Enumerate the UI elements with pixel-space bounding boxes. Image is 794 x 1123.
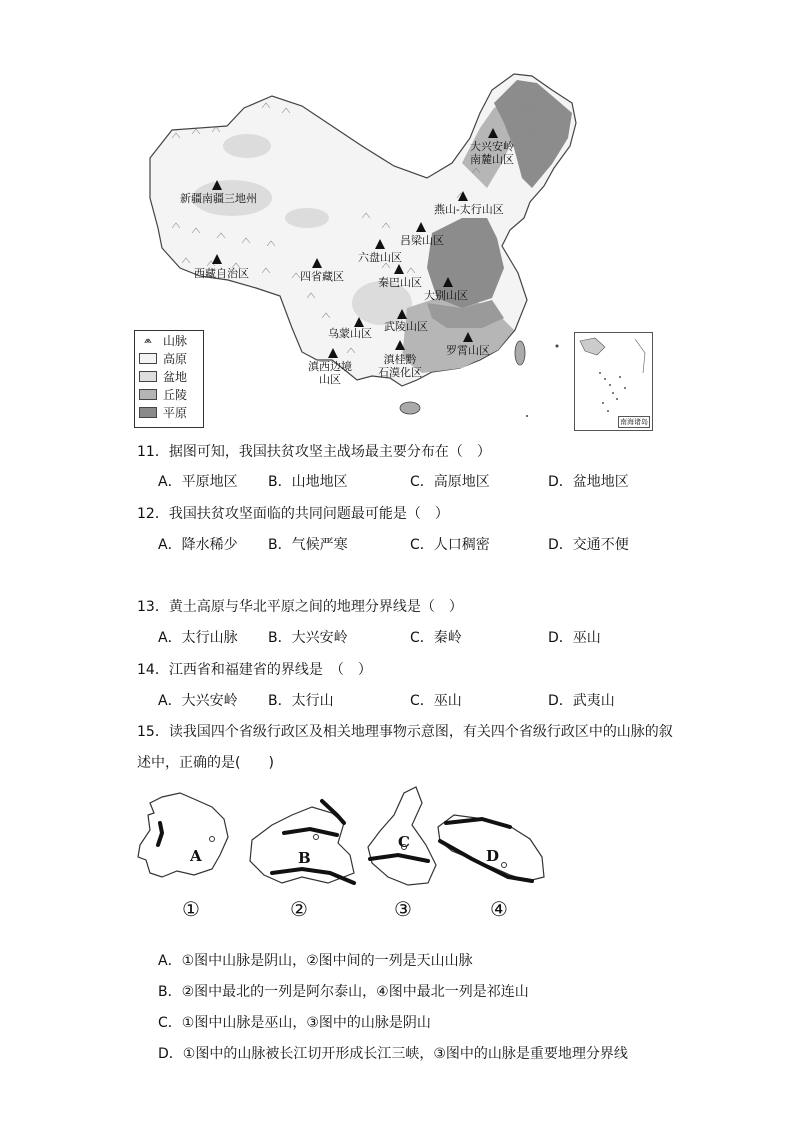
marker-liupan — [375, 239, 385, 249]
legend-row-mountain — [135, 331, 203, 349]
province-letter-c: C — [398, 833, 410, 851]
option-d[interactable]: D．武夷山 — [548, 693, 615, 709]
marker-dabie — [443, 277, 453, 287]
label-yanshan: 燕山-太行山区 — [434, 203, 504, 216]
label-luoxiao: 罗霄山区 — [446, 344, 490, 357]
province-number-1: ① — [182, 897, 200, 921]
marker-lvliang — [416, 222, 426, 232]
label-dianxi: 滇西边境 山区 — [308, 360, 352, 386]
province-a-shape — [138, 793, 228, 877]
label-lvliang: 吕梁山区 — [400, 234, 444, 247]
legend-swatch — [139, 407, 157, 418]
province-figures — [132, 785, 562, 925]
label-dianguiqian: 滇桂黔 石漠化区 — [378, 353, 422, 379]
option-c[interactable]: C．巫山 — [410, 693, 462, 709]
option-b[interactable]: B．太行山 — [268, 693, 334, 709]
option-c[interactable]: C．人口稠密 — [410, 537, 490, 553]
question-15-option-b[interactable]: B．②图中最北的一列是阿尔泰山，④图中最北一列是祁连山 — [158, 984, 529, 1000]
legend-label: 盆地 — [163, 369, 188, 384]
south-china-sea-inset — [574, 332, 653, 431]
question-11-stem: 11．据图可知，我国扶贫攻坚主战场最主要分布在（ ） — [137, 444, 491, 460]
inset-label: 南海诸岛 — [620, 418, 648, 426]
marker-luoxiao — [463, 332, 473, 342]
option-a[interactable]: A．大兴安岭 — [158, 693, 238, 709]
label-xinjiang: 新疆南疆三地州 — [180, 192, 257, 205]
option-a[interactable]: A．降水稀少 — [158, 537, 238, 553]
option-b[interactable]: B．气候严寒 — [268, 537, 348, 553]
question-12-stem: 12．我国扶贫攻坚面临的共同问题最可能是（ ） — [137, 506, 449, 522]
option-d[interactable]: D．交通不便 — [548, 537, 629, 553]
province-number-3: ③ — [394, 897, 412, 921]
question-15-stem-line2: 述中，正确的是( ) — [137, 755, 274, 771]
marker-qinba — [394, 264, 404, 274]
province-number-2: ② — [290, 897, 308, 921]
legend-row-plateau — [135, 349, 203, 367]
province-letter-b: B — [298, 849, 311, 867]
marker-xinjiang — [212, 180, 222, 190]
label-wumeng: 乌蒙山区 — [328, 327, 372, 340]
legend-row-hills — [135, 385, 203, 403]
marker-wuling — [397, 309, 407, 319]
label-wuling: 武陵山区 — [384, 320, 428, 333]
question-14-stem: 14．江西省和福建省的界线是 （ ） — [137, 662, 372, 678]
marker-dianguiqian — [395, 340, 405, 350]
legend-swatch — [139, 371, 157, 382]
option-c[interactable]: C．秦岭 — [410, 630, 462, 646]
legend-label: 高原 — [163, 351, 188, 366]
marker-dianxi — [328, 348, 338, 358]
question-15-option-d[interactable]: D．①图中的山脉被长江切开形成长江三峡，③图中的山脉是重要地理分界线 — [158, 1046, 628, 1062]
island-hainan — [400, 402, 420, 414]
label-dabie: 大别山区 — [424, 289, 468, 302]
option-a[interactable]: A．太行山脉 — [158, 630, 238, 646]
legend-row-plain — [135, 403, 203, 421]
label-sisheng: 四省藏区 — [300, 270, 344, 283]
label-daxinganling: 大兴安岭 南麓山区 — [470, 140, 514, 166]
label-qinba: 秦巴山区 — [378, 276, 422, 289]
option-a[interactable]: A．平原地区 — [158, 474, 238, 490]
basin-junggar — [223, 134, 271, 158]
option-d[interactable]: D．巫山 — [548, 630, 601, 646]
map-legend — [134, 330, 204, 428]
marker-yanshan — [458, 191, 468, 201]
marker-daxinganling — [488, 128, 498, 138]
option-b[interactable]: B．山地地区 — [268, 474, 348, 490]
province-letter-d: D — [486, 847, 500, 865]
marker-xizang — [212, 254, 222, 264]
mountain-icon: ⩕ — [144, 334, 152, 346]
question-15-option-c[interactable]: C．①图中山脉是巫山，③图中的山脉是阴山 — [158, 1015, 431, 1031]
legend-label: 平原 — [163, 405, 188, 420]
label-liupan: 六盘山区 — [358, 251, 402, 264]
label-xizang: 西藏自治区 — [194, 267, 249, 280]
legend-swatch — [139, 353, 157, 364]
legend-row-basin — [135, 367, 203, 385]
option-c[interactable]: C．高原地区 — [410, 474, 490, 490]
province-shapes — [132, 785, 562, 895]
province-letter-a: A — [190, 847, 202, 865]
question-13-stem: 13．黄土高原与华北平原之间的地理分界线是（ ） — [137, 599, 463, 615]
marker-wumeng — [354, 317, 364, 327]
marker-sisheng — [312, 258, 322, 268]
legend-label: 山脉 — [163, 333, 188, 348]
option-b[interactable]: B．大兴安岭 — [268, 630, 348, 646]
legend-swatch — [139, 389, 157, 400]
option-d[interactable]: D．盆地地区 — [548, 474, 629, 490]
question-15-option-a[interactable]: A．①图中山脉是阴山，②图中间的一列是天山山脉 — [158, 953, 473, 969]
china-poverty-map — [132, 68, 652, 433]
island-taiwan — [515, 341, 525, 365]
question-15-stem-line1: 15．读我国四个省级行政区及相关地理事物示意图，有关四个省级行政区中的山脉的叙 — [137, 724, 673, 740]
legend-label: 丘陵 — [163, 387, 188, 402]
basin-qaidam — [285, 208, 329, 228]
province-number-4: ④ — [490, 897, 508, 921]
